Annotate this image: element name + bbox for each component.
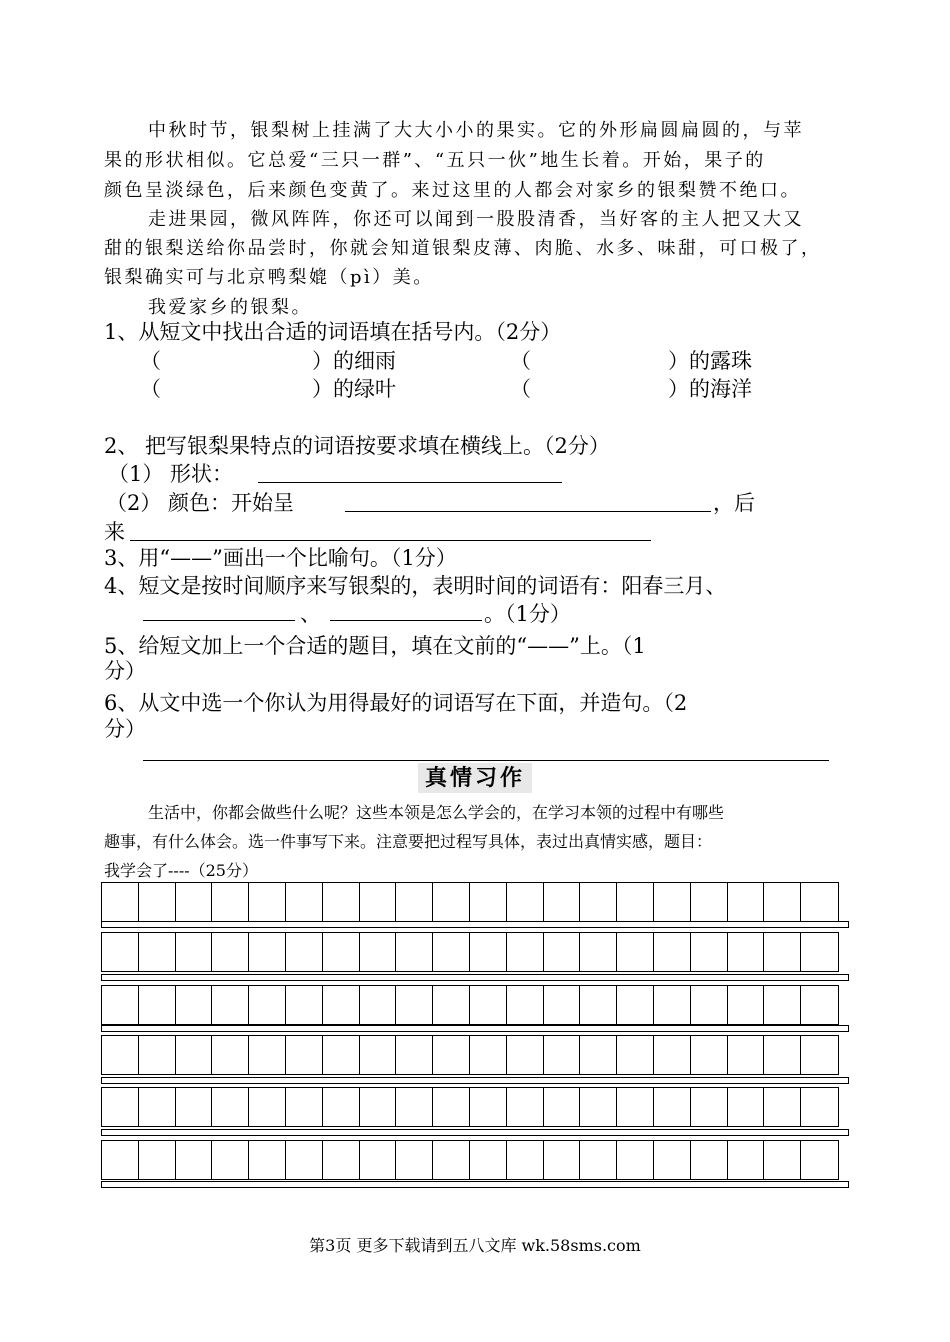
grid-cell[interactable] — [176, 1141, 213, 1179]
grid-cell[interactable] — [396, 933, 433, 971]
grid-cell[interactable] — [396, 986, 433, 1024]
grid-cell[interactable] — [801, 883, 838, 921]
grid-row — [101, 1087, 839, 1127]
grid-cell[interactable] — [249, 1036, 286, 1074]
grid-cell[interactable] — [654, 1088, 691, 1126]
grid-cell[interactable] — [617, 883, 654, 921]
grid-cell[interactable] — [507, 1088, 544, 1126]
q1-open-paren: （ — [510, 377, 531, 401]
composition-title: 真情习作 — [418, 763, 532, 793]
passage-line: 我爱家乡的银梨。 — [148, 297, 312, 318]
grid-cell[interactable] — [212, 986, 249, 1024]
grid-cell[interactable] — [801, 1036, 838, 1074]
grid-cell[interactable] — [617, 1141, 654, 1179]
composition-prompt: 生活中，你都会做些什么呢？这些本领是怎么学会的，在学习本领的过程中有哪些 — [148, 803, 725, 822]
grid-cell[interactable] — [544, 1141, 581, 1179]
grid-cell[interactable] — [139, 1036, 176, 1074]
grid-cell[interactable] — [102, 933, 139, 971]
grid-cell[interactable] — [249, 986, 286, 1024]
question-2: 2、 把写银梨果特点的词语按要求填在横线上。（2分） — [104, 434, 610, 458]
grid-cell[interactable] — [764, 1141, 801, 1179]
passage-line: 银梨确实可与北京鸭梨媲（pì）美。 — [104, 267, 434, 288]
grid-cell[interactable] — [176, 986, 213, 1024]
grid-cell[interactable] — [728, 1141, 765, 1179]
grid-cell[interactable] — [249, 933, 286, 971]
question-5-cont: 分） — [104, 659, 146, 683]
question-1: 1、从短文中找出合适的词语填在括号内。（2分） — [104, 320, 562, 344]
grid-row — [101, 1035, 839, 1075]
grid-cell[interactable] — [617, 986, 654, 1024]
grid-cell[interactable] — [507, 1141, 544, 1179]
grid-cell[interactable] — [249, 1088, 286, 1126]
grid-cell[interactable] — [654, 986, 691, 1024]
grid-cell[interactable] — [323, 1088, 360, 1126]
grid-cell[interactable] — [470, 1088, 507, 1126]
page-footer: 第3页 更多下载请到五八文库 wk.58sms.com — [309, 1236, 641, 1255]
question-4: 4、短文是按时间顺序来写银梨的，表明时间的词语有：阳春三月、 — [104, 574, 727, 598]
grid-cell[interactable] — [176, 883, 213, 921]
grid-cell[interactable] — [544, 883, 581, 921]
grid-cell[interactable] — [102, 883, 139, 921]
grid-cell[interactable] — [728, 1088, 765, 1126]
question-3: 3、用“——”画出一个比喻句。（1分） — [104, 546, 457, 570]
grid-cell[interactable] — [360, 1088, 397, 1126]
question-5: 5、给短文加上一个合适的题目，填在文前的“——”上。（1 — [104, 634, 646, 658]
grid-cell[interactable] — [507, 933, 544, 971]
grid-cell[interactable] — [139, 1141, 176, 1179]
q4-score: 。（1分） — [484, 602, 571, 626]
q2-color-start-blank[interactable] — [345, 489, 711, 512]
grid-cell[interactable] — [102, 1088, 139, 1126]
passage-line: 果的形状相似。它总爱“三只一群”、“五只一伙”地生长着。开始，果子的 — [104, 150, 766, 171]
grid-cell[interactable] — [580, 1036, 617, 1074]
grid-cell[interactable] — [139, 883, 176, 921]
grid-cell[interactable] — [728, 1036, 765, 1074]
grid-cell[interactable] — [654, 883, 691, 921]
grid-cell[interactable] — [507, 883, 544, 921]
grid-cell[interactable] — [176, 1036, 213, 1074]
composition-prompt: 趣事，有什么体会。选一件事写下来。注意要把过程写具体，表过出真情实感，题目： — [104, 832, 713, 851]
grid-row — [101, 1140, 839, 1180]
grid-cell[interactable] — [691, 883, 728, 921]
grid-cell[interactable] — [212, 883, 249, 921]
grid-cell[interactable] — [691, 933, 728, 971]
grid-cell[interactable] — [323, 1036, 360, 1074]
grid-cell[interactable] — [433, 1088, 470, 1126]
grid-cell[interactable] — [360, 883, 397, 921]
grid-cell[interactable] — [360, 933, 397, 971]
q1-open-paren: （ — [140, 377, 161, 401]
grid-cell[interactable] — [433, 1036, 470, 1074]
grid-cell[interactable] — [801, 986, 838, 1024]
grid-cell[interactable] — [654, 1036, 691, 1074]
grid-cell[interactable] — [470, 1141, 507, 1179]
grid-cell[interactable] — [728, 933, 765, 971]
grid-cell[interactable] — [212, 1036, 249, 1074]
q6-answer-line[interactable] — [143, 760, 829, 761]
q1-item: ）的细雨 — [312, 349, 396, 373]
grid-cell[interactable] — [286, 933, 323, 971]
grid-row — [101, 882, 839, 922]
grid-cell[interactable] — [139, 1088, 176, 1126]
grid-cell[interactable] — [212, 1088, 249, 1126]
grid-cell[interactable] — [544, 933, 581, 971]
grid-cell[interactable] — [801, 933, 838, 971]
grid-cell[interactable] — [102, 1141, 139, 1179]
grid-cell[interactable] — [580, 883, 617, 921]
grid-row-separator — [101, 921, 849, 928]
grid-cell[interactable] — [580, 1141, 617, 1179]
grid-cell[interactable] — [433, 933, 470, 971]
grid-cell[interactable] — [139, 933, 176, 971]
grid-cell[interactable] — [507, 986, 544, 1024]
grid-cell[interactable] — [212, 1141, 249, 1179]
grid-cell[interactable] — [360, 1141, 397, 1179]
q2-later-label: 来 — [104, 520, 125, 544]
grid-cell[interactable] — [470, 933, 507, 971]
grid-cell[interactable] — [360, 986, 397, 1024]
grid-cell[interactable] — [728, 883, 765, 921]
grid-row — [101, 932, 839, 972]
q2-color-later-blank[interactable] — [130, 518, 651, 541]
grid-cell[interactable] — [212, 933, 249, 971]
grid-cell[interactable] — [286, 1141, 323, 1179]
grid-cell[interactable] — [323, 986, 360, 1024]
grid-cell[interactable] — [249, 1141, 286, 1179]
grid-cell[interactable] — [544, 1088, 581, 1126]
grid-row-separator — [101, 1181, 849, 1188]
grid-row — [101, 985, 839, 1025]
grid-cell[interactable] — [691, 1036, 728, 1074]
grid-cell[interactable] — [580, 933, 617, 971]
grid-cell[interactable] — [396, 1141, 433, 1179]
grid-cell[interactable] — [323, 933, 360, 971]
grid-cell[interactable] — [617, 1088, 654, 1126]
passage-line: 中秋时节，银梨树上挂满了大大小小的果实。它的外形扁圆扁圆的，与苹 — [148, 120, 804, 141]
grid-row-separator — [101, 1129, 849, 1136]
grid-row-separator — [101, 974, 849, 981]
grid-cell[interactable] — [286, 1088, 323, 1126]
grid-cell[interactable] — [433, 1141, 470, 1179]
grid-cell[interactable] — [728, 986, 765, 1024]
question-6-cont: 分） — [104, 717, 146, 741]
grid-cell[interactable] — [764, 986, 801, 1024]
grid-cell[interactable] — [396, 883, 433, 921]
grid-cell[interactable] — [801, 1088, 838, 1126]
grid-cell[interactable] — [801, 1141, 838, 1179]
grid-cell[interactable] — [507, 1036, 544, 1074]
grid-cell[interactable] — [764, 1088, 801, 1126]
grid-cell[interactable] — [470, 986, 507, 1024]
q1-open-paren: （ — [510, 349, 531, 373]
grid-cell[interactable] — [286, 986, 323, 1024]
grid-cell[interactable] — [764, 1036, 801, 1074]
grid-cell[interactable] — [176, 933, 213, 971]
q1-item: ）的绿叶 — [312, 377, 396, 401]
q4-blank-1[interactable] — [143, 598, 295, 621]
grid-row-separator — [101, 1025, 849, 1032]
grid-cell[interactable] — [323, 883, 360, 921]
q2-shape-blank[interactable] — [258, 460, 562, 483]
grid-cell[interactable] — [544, 986, 581, 1024]
grid-cell[interactable] — [691, 1088, 728, 1126]
grid-cell[interactable] — [617, 1036, 654, 1074]
passage-line: 甜的银梨送给你品尝时，你就会知道银梨皮薄、肉脆、水多、味甜，可口极了， — [104, 238, 822, 259]
grid-cell[interactable] — [580, 1088, 617, 1126]
q1-open-paren: （ — [140, 349, 161, 373]
q2-shape-label: （1） 形状： — [108, 462, 234, 486]
q4-blank-2[interactable] — [330, 598, 482, 621]
grid-cell[interactable] — [544, 1036, 581, 1074]
grid-cell[interactable] — [654, 933, 691, 971]
grid-cell[interactable] — [617, 933, 654, 971]
grid-cell[interactable] — [249, 883, 286, 921]
grid-cell[interactable] — [323, 1141, 360, 1179]
passage-line: 走进果园，微风阵阵，你还可以闻到一股股清香，当好客的主人把又大又 — [148, 209, 804, 230]
grid-cell[interactable] — [102, 986, 139, 1024]
q2-color-label: （2） 颜色：开始呈 — [106, 491, 295, 515]
grid-cell[interactable] — [470, 1036, 507, 1074]
q2-color-after: ，后 — [713, 491, 755, 515]
grid-cell[interactable] — [286, 883, 323, 921]
q4-separator: 、 — [300, 602, 321, 626]
grid-cell[interactable] — [433, 883, 470, 921]
q1-item: ）的海洋 — [668, 377, 752, 401]
q1-item: ）的露珠 — [668, 349, 752, 373]
grid-cell[interactable] — [470, 883, 507, 921]
grid-cell[interactable] — [360, 1036, 397, 1074]
grid-cell[interactable] — [396, 1036, 433, 1074]
grid-row-separator — [101, 1077, 849, 1084]
grid-cell[interactable] — [764, 883, 801, 921]
grid-cell[interactable] — [580, 986, 617, 1024]
grid-cell[interactable] — [433, 986, 470, 1024]
grid-cell[interactable] — [691, 1141, 728, 1179]
grid-cell[interactable] — [396, 1088, 433, 1126]
grid-cell[interactable] — [102, 1036, 139, 1074]
grid-cell[interactable] — [691, 986, 728, 1024]
composition-prompt: 我学会了----（25分） — [104, 861, 258, 880]
grid-cell[interactable] — [654, 1141, 691, 1179]
grid-cell[interactable] — [176, 1088, 213, 1126]
grid-cell[interactable] — [286, 1036, 323, 1074]
passage-line: 颜色呈淡绿色，后来颜色变黄了。来过这里的人都会对家乡的银梨赞不绝口。 — [104, 180, 801, 201]
grid-cell[interactable] — [139, 986, 176, 1024]
grid-cell[interactable] — [764, 933, 801, 971]
question-6: 6、从文中选一个你认为用得最好的词语写在下面，并造句。（2 — [104, 691, 688, 715]
